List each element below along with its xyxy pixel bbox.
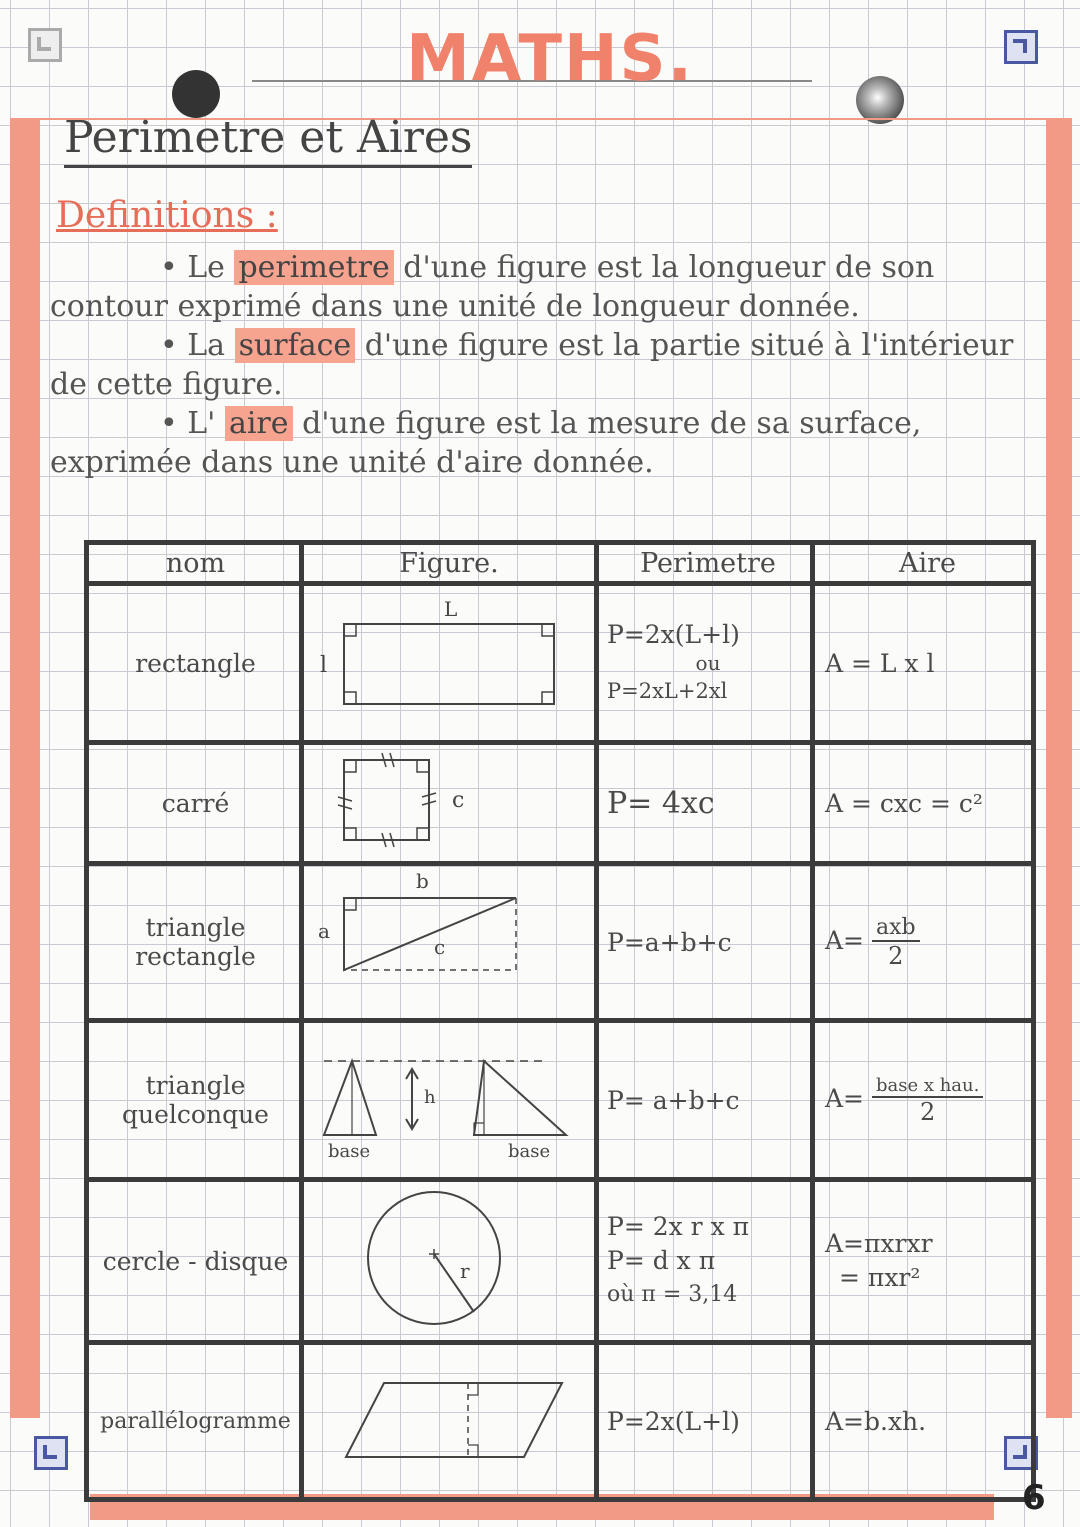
definition-surface: • La surface d'une figure est la partie situé à l'intérieur de cette figure. (50, 328, 1014, 402)
binder-hole-right (856, 76, 904, 124)
figure-triangle (302, 1021, 597, 1180)
perimeter-cell: P= 4xc (597, 743, 813, 864)
label-L: L (444, 597, 458, 621)
area-cell: A= $\frac{\text{axb}}{2}$ (813, 864, 1034, 1021)
row-name: parallélogramme (87, 1343, 302, 1500)
highlight-perimetre: perimetre (234, 250, 393, 285)
label-r: r (460, 1259, 470, 1283)
figure-square (302, 743, 597, 864)
table-row (87, 864, 1034, 1021)
perimeter-cell: P=2x(L+l) (597, 1343, 813, 1500)
label-c: c (452, 788, 465, 813)
corner-mark-top-right (1004, 30, 1038, 64)
definition-perimeter: • Le perimetre d'une figure est la longueur de son contour exprimé dans une unité de longueur donnée. (50, 250, 935, 324)
highlight-aire: aire (225, 406, 293, 441)
definitions-heading: Definitions : (56, 195, 278, 236)
row-name: carré (87, 743, 302, 864)
parallelogram-drawing (304, 1345, 594, 1491)
right-triangle-drawing (304, 866, 594, 1012)
triangle-drawing (304, 1023, 594, 1171)
perimeter-cell: P= a+b+c (597, 1021, 813, 1180)
figure-rectangle (302, 584, 597, 743)
table-header-row (87, 543, 1034, 584)
area-cell: A=b.xh. (813, 1343, 1034, 1500)
perimeter-cell: P= 2x r x π P= d x π où π = 3,14 (597, 1180, 813, 1343)
row-name: rectangle (87, 584, 302, 743)
section-title: Perimetre et Aires (64, 112, 472, 168)
area-cell: A= $\frac{\text{base x hau.}}{2}$ (813, 1021, 1034, 1180)
square-drawing (304, 745, 594, 855)
rectangle-drawing (304, 586, 594, 734)
label-base-2: base (508, 1141, 551, 1162)
area-cell: A=πxrxr = πxr² (813, 1180, 1034, 1343)
definitions-list (50, 248, 1040, 482)
label-a: a (318, 919, 330, 943)
perimeter-cell: P=2x(L+l) ou P=2xL+2xl (597, 584, 813, 743)
header-perimeter: Perimetre (597, 543, 813, 584)
row-name: cercle - disque (87, 1180, 302, 1343)
figure-parallelogram (302, 1343, 597, 1500)
label-b: b (416, 869, 429, 893)
table-row (87, 1021, 1034, 1180)
table-row (87, 1343, 1034, 1500)
label-l: l (320, 653, 328, 678)
label-base-1: base (328, 1141, 371, 1162)
label-h: h (424, 1087, 436, 1108)
header-figure: Figure. (302, 543, 597, 584)
circle-drawing (304, 1182, 594, 1334)
highlight-surface: surface (235, 328, 356, 363)
header-area: Aire (813, 543, 1034, 584)
margin-bar-right (1046, 118, 1072, 1418)
formulas-table (84, 540, 1036, 1502)
figure-circle (302, 1180, 597, 1343)
corner-mark-bottom-left (34, 1436, 68, 1470)
row-name: triangle rectangle (87, 864, 302, 1021)
row-name: triangle quelconque (87, 1021, 302, 1180)
definition-aire: • L' aire d'une figure est la mesure de sa surface, exprimée dans une unité d'aire donnée. (50, 406, 922, 480)
label-hyp-c: c (434, 935, 446, 959)
page-number: 6 (1022, 1478, 1046, 1518)
figure-right-triangle (302, 864, 597, 1021)
margin-bar-left (10, 118, 40, 1418)
perimeter-cell: P=a+b+c (597, 864, 813, 1021)
area-cell: A = cxc = c² (813, 743, 1034, 864)
table-row (87, 1180, 1034, 1343)
corner-mark-top-left (28, 28, 62, 62)
page-title: MATHS. (406, 22, 694, 96)
table-row (87, 743, 1034, 864)
area-cell: A = L x l (813, 584, 1034, 743)
binder-hole-left (172, 70, 220, 118)
table-row (87, 584, 1034, 743)
header-name: nom (87, 543, 302, 584)
